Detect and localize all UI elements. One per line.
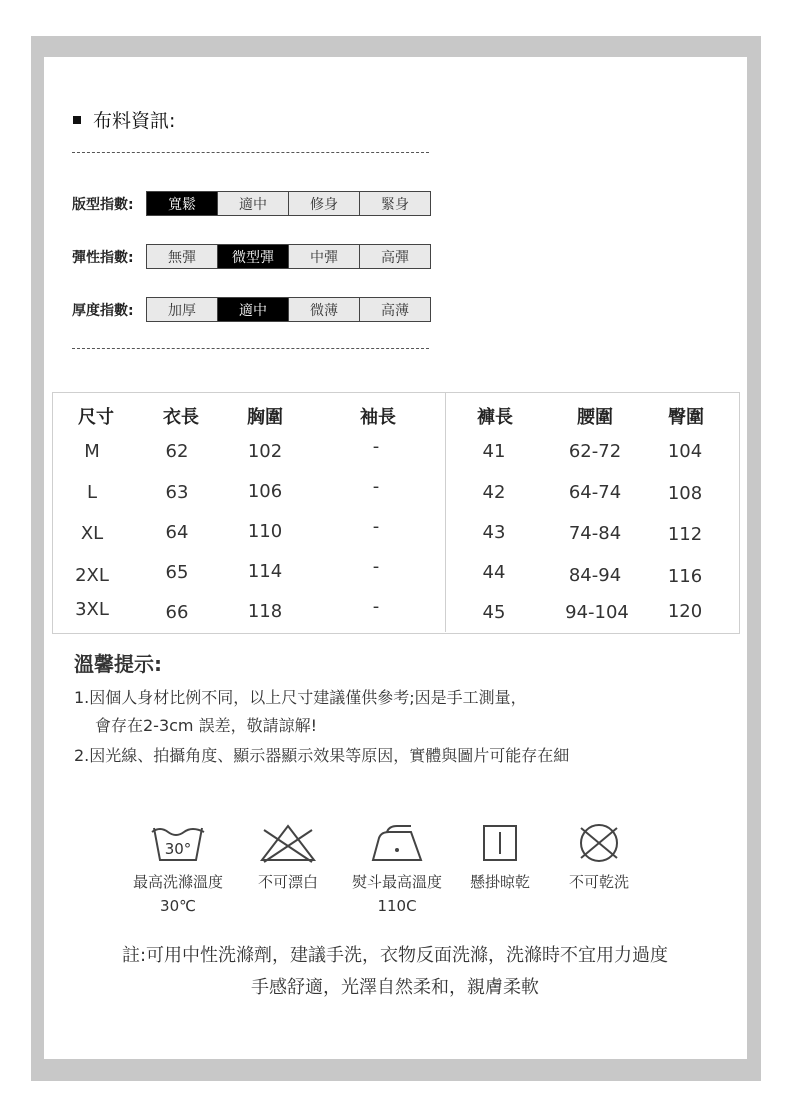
table-cell: 84-94 — [568, 565, 622, 586]
table-cell: L — [86, 482, 98, 503]
fit-option-slim: 修身 — [289, 192, 360, 215]
elasticity-index-label: 彈性指數: — [72, 249, 134, 266]
header-length: 衣長 — [163, 407, 199, 428]
thickness-index-options — [146, 297, 431, 322]
table-cell: 64-74 — [568, 482, 622, 503]
tip-line-3: 2.因光線、拍攝角度、顯示器顯示效果等原因，實體與圖片可能存在細 — [74, 746, 570, 765]
tip-line-2: 會存在2-3cm 誤差，敬請諒解! — [95, 716, 318, 735]
elasticity-option-slight: 微型彈 — [218, 245, 289, 268]
hang-dry-icon — [470, 822, 530, 864]
header-chest: 胸圍 — [247, 407, 283, 428]
table-cell: 74-84 — [568, 523, 622, 544]
table-cell: 2XL — [75, 565, 109, 586]
size-table — [52, 392, 740, 634]
header-sleeve: 袖長 — [360, 407, 396, 428]
table-cell: 104 — [667, 441, 703, 462]
table-cell: 45 — [482, 602, 506, 623]
table-cell: 116 — [667, 566, 703, 587]
tips-title: 溫馨提示: — [74, 652, 162, 676]
table-cell: 66 — [165, 602, 189, 623]
tip-line-1: 1.因個人身材比例不同，以上尺寸建議僅供參考;因是手工測量， — [74, 688, 527, 707]
table-cell: 62-72 — [568, 441, 622, 462]
elasticity-index-row — [72, 244, 431, 269]
fabric-info-title-text: 布料資訊: — [93, 110, 176, 132]
table-cell: XL — [80, 523, 104, 544]
table-cell: 3XL — [75, 599, 109, 620]
elasticity-option-none: 無彈 — [147, 245, 218, 268]
no-dry-clean-icon — [569, 822, 629, 864]
elasticity-option-high: 高彈 — [360, 245, 430, 268]
care-wash-30 — [118, 822, 238, 918]
thickness-option-regular: 適中 — [218, 298, 289, 321]
table-cell: 42 — [482, 482, 506, 503]
header-pants-length: 褲長 — [477, 407, 513, 428]
care-label: 熨斗最高溫度 — [351, 873, 442, 891]
thickness-index-label: 厚度指數: — [72, 302, 134, 319]
elasticity-index-options — [146, 244, 431, 269]
iron-icon — [367, 822, 427, 864]
table-cell: 106 — [247, 481, 283, 502]
care-note-line-1: 註:可用中性洗滌劑，建議手洗，衣物反面洗滌，洗滌時不宜用力過度 — [121, 945, 669, 966]
fit-option-regular: 適中 — [218, 192, 289, 215]
table-cell: 41 — [482, 441, 506, 462]
table-cell: - — [372, 476, 380, 497]
table-cell: - — [372, 556, 380, 577]
table-cell: 44 — [482, 562, 506, 583]
table-cell: 120 — [667, 601, 703, 622]
header-size: 尺寸 — [78, 407, 114, 428]
care-sub-label: 30℃ — [160, 897, 196, 915]
thickness-option-thin: 微薄 — [289, 298, 360, 321]
wash-temp-badge: 30° — [164, 840, 192, 858]
table-cell: 43 — [482, 522, 506, 543]
care-label: 不可乾洗 — [568, 873, 629, 891]
fabric-info-title — [73, 106, 175, 133]
dashed-divider-bottom — [72, 348, 429, 349]
fit-index-label: 版型指數: — [72, 196, 134, 213]
care-no-dry-clean — [539, 822, 659, 894]
thickness-option-very-thin: 高薄 — [360, 298, 430, 321]
table-cell: - — [372, 596, 380, 617]
care-no-bleach — [228, 822, 348, 894]
thickness-index-row — [72, 297, 431, 322]
care-label: 不可漂白 — [257, 873, 318, 891]
size-table-divider — [445, 392, 446, 632]
dashed-divider-top — [72, 152, 429, 153]
table-cell: - — [372, 436, 380, 457]
table-cell: 118 — [247, 601, 283, 622]
table-cell: 114 — [247, 561, 283, 582]
table-cell: 62 — [165, 441, 189, 462]
square-bullet-icon — [73, 116, 81, 124]
table-cell: 108 — [667, 483, 703, 504]
header-waist: 腰圍 — [577, 407, 613, 428]
table-cell: 94-104 — [565, 602, 629, 623]
header-hip: 臀圍 — [668, 407, 704, 428]
care-label: 懸掛晾乾 — [469, 873, 530, 891]
table-cell: M — [84, 441, 100, 462]
fit-index-row — [72, 191, 431, 216]
care-note-line-2: 手感舒適，光澤自然柔和，親膚柔軟 — [251, 977, 539, 998]
table-cell: 65 — [165, 562, 189, 583]
wash-30-icon — [148, 822, 208, 864]
table-cell: 64 — [165, 522, 189, 543]
care-label: 最高洗滌溫度 — [132, 873, 223, 891]
table-cell: 102 — [247, 441, 283, 462]
fit-index-options — [146, 191, 431, 216]
no-bleach-icon — [258, 822, 318, 864]
table-cell: - — [372, 516, 380, 537]
care-sub-label: 110C — [377, 897, 417, 915]
elasticity-option-medium: 中彈 — [289, 245, 360, 268]
thickness-option-thick: 加厚 — [147, 298, 218, 321]
care-iron — [337, 822, 457, 918]
table-cell: 112 — [667, 524, 703, 545]
fit-option-tight: 緊身 — [360, 192, 430, 215]
table-cell: 63 — [165, 482, 189, 503]
table-cell: 110 — [247, 521, 283, 542]
fit-option-loose: 寬鬆 — [147, 192, 218, 215]
